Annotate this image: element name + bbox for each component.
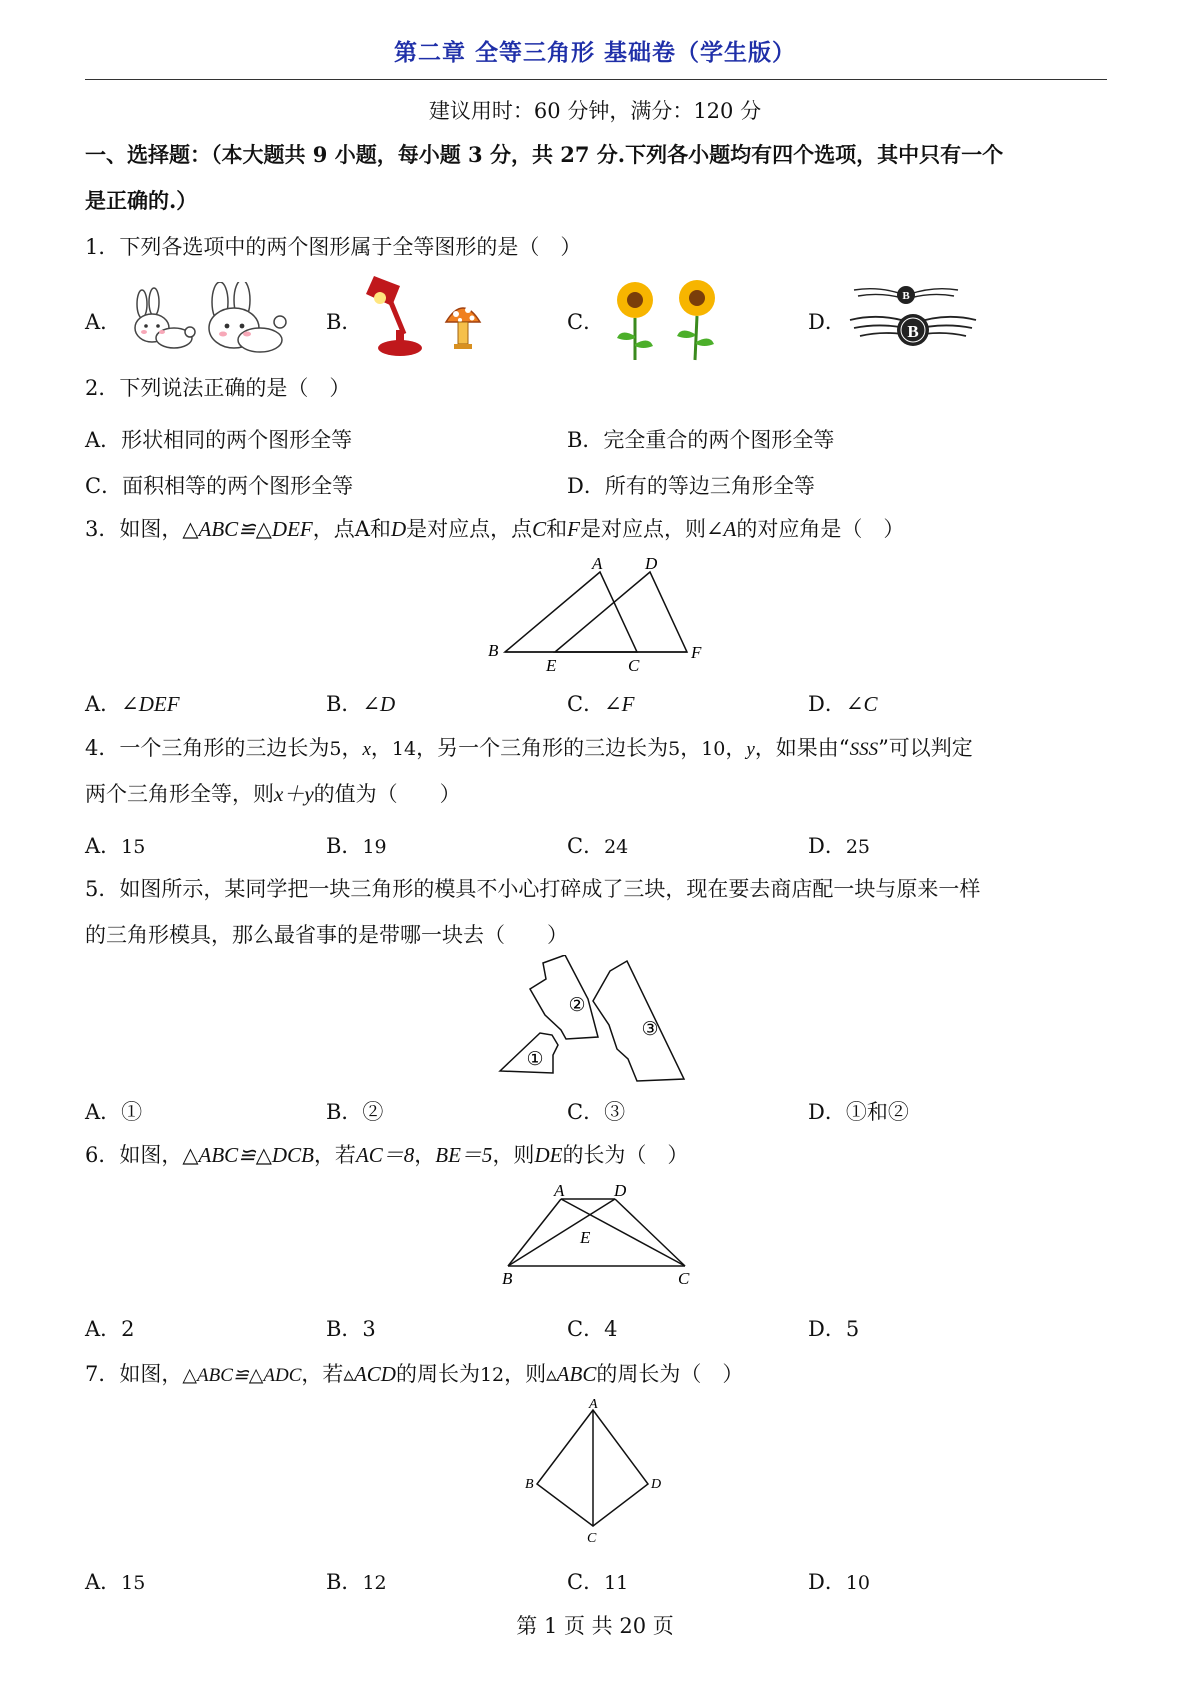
q7-option-c <box>567 1566 628 1596</box>
piece-1-label: ① <box>526 1049 544 1070</box>
option-label: C． <box>567 834 605 858</box>
math-value: y <box>746 739 755 760</box>
question-text: ，若 <box>301 1362 344 1386</box>
option-label: A． <box>85 692 122 716</box>
option-label: B． <box>326 1570 363 1594</box>
q7-option-a <box>85 1566 145 1596</box>
q3-option-c <box>567 688 635 718</box>
option-label: A． <box>85 1570 122 1594</box>
label-e: E <box>580 1228 591 1247</box>
question-text: 如图， <box>119 1143 183 1167</box>
question-text: 两个三角形全等，则 <box>85 782 274 806</box>
q4-option-b <box>326 830 387 860</box>
separator: ， <box>725 736 747 760</box>
q2-option-d: D．所有的等边三角形全等 <box>567 474 815 498</box>
page-footer: 第 1 页 共 20 页 <box>516 1614 674 1638</box>
section-heading-line2: 是正确的.） <box>85 188 198 213</box>
segment-ba <box>508 1199 561 1266</box>
option-value: ∠DEF <box>121 692 180 716</box>
math-value: x＋y <box>274 782 314 806</box>
math-value: 14 <box>391 738 417 760</box>
option-label: C． <box>567 1570 605 1594</box>
question-number: 1． <box>85 235 120 259</box>
label-b: B <box>488 641 499 660</box>
math-value: 5 <box>329 738 342 760</box>
q5-option-d: D．①和② <box>808 1100 909 1124</box>
question-number: 7． <box>85 1362 120 1386</box>
q3-option-b <box>326 688 395 718</box>
label-e: E <box>546 656 557 675</box>
q3-option-d <box>808 688 877 718</box>
piece-2-label: ② <box>568 995 586 1016</box>
option-label: D． <box>808 692 846 716</box>
question-text: 是对应点，则 <box>579 517 706 541</box>
question-6 <box>85 1132 1115 1178</box>
q1-option-a-label: A． <box>85 310 122 334</box>
label-d: D <box>651 1477 662 1492</box>
q4-option-c <box>567 830 628 860</box>
question-text: 的值为（ ） <box>313 782 461 806</box>
two-sunflowers-image <box>605 280 725 362</box>
q6-triangles-figure <box>490 1180 700 1290</box>
separator: ， <box>680 736 702 760</box>
q5-option-b: B．② <box>326 1100 384 1124</box>
question-text: ”可以判定 <box>878 736 973 760</box>
q7-option-b <box>326 1566 387 1596</box>
question-text: 如图所示，某同学把一块三角形的模具不小心打碎成了三块，现在要去商店配一块与原来一样 <box>119 877 981 901</box>
option-value: 15 <box>121 1572 146 1594</box>
math-expression: △ABC≌△DCB <box>182 1143 314 1167</box>
question-2 <box>85 365 1115 411</box>
question-text: ， <box>414 1143 436 1167</box>
math-expression: ▵ABC <box>546 1362 597 1386</box>
exam-time-score: 建议用时：60 分钟，满分：120 分 <box>428 99 762 123</box>
q1-option-b-label: B． <box>326 310 363 334</box>
option-label: D． <box>808 1570 846 1594</box>
label-a: A <box>554 1181 565 1200</box>
math-value: 5 <box>668 738 681 760</box>
option-label: A． <box>85 834 122 858</box>
q6-option-b: B．3 <box>326 1317 376 1341</box>
question-text: 一个三角形的三边长为 <box>119 736 330 760</box>
svg-text:B: B <box>902 290 910 302</box>
question-text: ，点A和 <box>312 517 391 541</box>
option-value: 19 <box>362 836 387 858</box>
q7-option-d <box>808 1566 870 1596</box>
q4-option-a <box>85 830 145 860</box>
q2-option-b: B．完全重合的两个图形全等 <box>567 428 835 452</box>
question-text: 的对应角是（ ） <box>736 517 905 541</box>
option-value: ∠F <box>604 692 635 716</box>
question-number: 5． <box>85 877 120 901</box>
option-value: 10 <box>845 1572 871 1594</box>
math-expression: DE <box>534 1143 563 1167</box>
q6-option-a: A．2 <box>85 1317 135 1341</box>
question-number: 2． <box>85 376 120 400</box>
question-text: 的长为（ ） <box>562 1143 689 1167</box>
question-number: 4． <box>85 736 120 760</box>
triangle-def <box>555 572 687 652</box>
option-value: ∠C <box>845 692 878 716</box>
question-1 <box>85 224 1115 270</box>
separator: ， <box>341 736 363 760</box>
question-7 <box>85 1351 1115 1399</box>
math-expression: C <box>532 517 547 541</box>
option-label: D． <box>808 834 846 858</box>
option-value: 15 <box>121 836 146 858</box>
q4-option-d <box>808 830 870 860</box>
question-3 <box>85 506 1115 552</box>
piece-3-label: ③ <box>641 1019 659 1040</box>
q6-option-d: D．5 <box>808 1317 860 1341</box>
math-expression: △ABC≌△ADC <box>182 1365 302 1386</box>
question-4-line2 <box>85 771 1115 817</box>
svg-text:B: B <box>907 322 919 341</box>
q5-option-a: A．① <box>85 1100 143 1124</box>
math-value: SSS <box>849 739 879 760</box>
math-expression: AC＝8 <box>355 1143 415 1167</box>
question-4-line1 <box>85 725 1115 773</box>
label-c: C <box>587 1531 597 1546</box>
q7-kite-figure <box>515 1396 675 1562</box>
label-d: D <box>645 554 658 573</box>
math-expression: F <box>567 517 580 541</box>
question-text: 的周长为（ ） <box>596 1362 744 1386</box>
math-expression: 12 <box>479 1364 505 1386</box>
question-text: 如图， <box>119 517 183 541</box>
label-a: A <box>592 554 603 573</box>
section-heading-line1: 一、选择题：（本大题共 9 小题，每小题 3 分，共 27 分.下列各小题均有四个选项，其中只有一个 <box>85 142 1004 167</box>
q3-triangles-figure <box>480 552 710 678</box>
math-value: 10 <box>701 738 726 760</box>
piece-3 <box>593 961 684 1081</box>
q3-option-a <box>85 688 180 718</box>
page-title: 第二章 全等三角形 基础卷（学生版） <box>393 40 796 66</box>
two-winged-logos-image <box>848 280 978 360</box>
option-value: 12 <box>362 1572 387 1594</box>
option-label: B． <box>326 692 363 716</box>
q5-broken-pieces-figure <box>495 955 695 1090</box>
option-value: 25 <box>845 836 871 858</box>
question-number: 3． <box>85 517 120 541</box>
q2-option-c: C．面积相等的两个图形全等 <box>85 474 354 498</box>
label-b: B <box>525 1477 534 1492</box>
question-text: ，如果由“ <box>754 736 850 760</box>
q5-option-c: C．③ <box>567 1100 626 1124</box>
question-text: 下列说法正确的是（ ） <box>119 376 351 400</box>
math-expression: ∠A <box>705 517 737 541</box>
question-number: 6． <box>85 1143 120 1167</box>
piece-2 <box>530 955 598 1039</box>
question-text: 下列各选项中的两个图形属于全等图形的是（ ） <box>119 235 582 259</box>
two-rabbits-image <box>130 282 290 358</box>
question-text: 如图， <box>119 1362 183 1386</box>
question-text: ，则 <box>492 1143 535 1167</box>
label-a: A <box>589 1397 598 1412</box>
q6-option-c: C．4 <box>567 1317 618 1341</box>
label-d: D <box>614 1181 627 1200</box>
option-label: B． <box>326 834 363 858</box>
segment-dc <box>615 1199 685 1266</box>
option-value: 11 <box>604 1572 629 1594</box>
q2-option-a: A．形状相同的两个图形全等 <box>85 428 353 452</box>
q1-option-c-label: C． <box>567 310 605 334</box>
option-value: ∠D <box>362 692 396 716</box>
label-c: C <box>628 656 640 675</box>
separator: ， <box>370 736 392 760</box>
label-f: F <box>691 643 702 662</box>
header-divider <box>85 79 1107 80</box>
question-text: ，则 <box>504 1362 547 1386</box>
question-text: 的周长为 <box>395 1362 480 1386</box>
two-lamps-image <box>360 272 490 362</box>
question-text: ，若 <box>313 1143 356 1167</box>
question-text: 是对应点，点 <box>406 517 533 541</box>
triangle-abc <box>505 572 637 652</box>
math-expression: D <box>390 517 407 541</box>
label-c: C <box>678 1269 690 1288</box>
question-text: 和 <box>546 517 568 541</box>
question-text: ，另一个三角形的三边长为 <box>416 736 669 760</box>
label-b: B <box>502 1269 513 1288</box>
option-value: 24 <box>604 836 629 858</box>
math-value: x <box>362 739 371 760</box>
question-5-line2: 的三角形模具，那么最省事的是带哪一块去（ ） <box>85 923 568 947</box>
segment-bd <box>508 1199 615 1266</box>
math-expression: BE＝5 <box>435 1143 493 1167</box>
option-label: C． <box>567 692 605 716</box>
q1-option-d-label: D． <box>808 310 846 334</box>
question-5-line1 <box>85 866 1115 912</box>
math-expression: △ABC≌△DEF <box>182 517 313 541</box>
math-expression: ▵ACD <box>343 1362 396 1386</box>
